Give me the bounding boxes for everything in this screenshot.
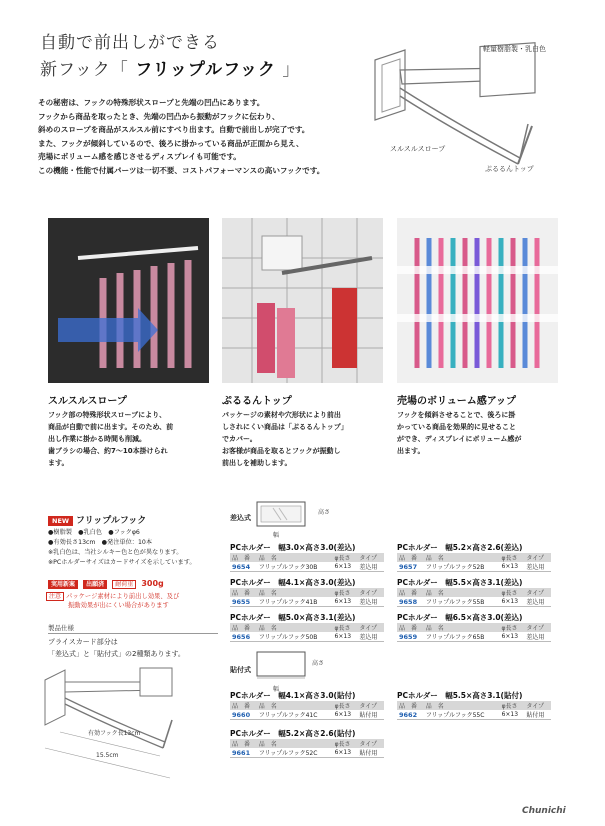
table-cell-name: フリップルフック41C <box>257 710 333 720</box>
table-cell-size: 6×13 <box>500 632 525 642</box>
table-row <box>230 597 384 607</box>
feature-line: でカバー。 <box>222 435 257 443</box>
table-header-cell: 品 名 <box>424 701 500 710</box>
table-row <box>397 632 551 642</box>
table-cell-num: 9661 <box>230 748 257 758</box>
table-cell-name: フリップルフック30B <box>257 562 333 572</box>
table-cell-num: 9656 <box>230 632 257 642</box>
table-header-cell: 品 番 <box>230 701 257 710</box>
table-header-cell: 品 番 <box>230 588 257 597</box>
tip-label: ぷるるんトップ <box>485 165 534 173</box>
table-cell-name: フリップルフック55C <box>424 710 500 720</box>
headline-prefix: 新フック「 <box>40 60 136 80</box>
patent-tag: 実用新案 <box>48 580 78 589</box>
table-header-row <box>397 701 551 710</box>
table-row <box>230 748 384 758</box>
table-title: PCホルダー 幅6.5×高さ3.0(差込) <box>397 613 523 622</box>
slope-label: スルスルスロープ <box>390 145 446 153</box>
table-header-cell: 品 名 <box>257 553 333 562</box>
table-header-cell: タイプ <box>524 623 551 632</box>
table-title: PCホルダー 幅4.1×高さ3.0(貼付) <box>230 691 356 700</box>
table-header-cell: 品 名 <box>424 588 500 597</box>
insert-width-label: 幅 <box>273 532 280 539</box>
table-header-row <box>397 553 551 562</box>
table-cell-size: 6×13 <box>333 597 358 607</box>
table-cell-num: 9659 <box>397 632 424 642</box>
table-cell-type: 差込用 <box>524 632 551 642</box>
table-header-cell: 品 番 <box>397 623 424 632</box>
feature-line: 出ます。 <box>397 447 425 455</box>
photo-hook-grid <box>222 218 383 383</box>
feature-title-volume: 売場のボリューム感アップ <box>397 396 516 407</box>
table-row <box>397 597 551 607</box>
feature-text-tip <box>222 409 372 469</box>
spec-table <box>230 553 384 572</box>
table-title: PCホルダー 幅5.2×高さ2.6(貼付) <box>230 729 356 738</box>
table-header-cell: 品 番 <box>397 553 424 562</box>
feature-text-slope <box>48 409 198 469</box>
feature-text-volume <box>397 409 547 457</box>
sticker-card-icon <box>255 650 315 680</box>
table-header-cell: タイプ <box>357 739 384 748</box>
table-header-cell: タイプ <box>524 588 551 597</box>
feature-line: お客様が商品を取るとフックが振動し <box>222 447 341 455</box>
table-header-cell: φ長さ <box>333 553 358 562</box>
feature-line: 前出しを補助します。 <box>222 459 292 467</box>
section-line: プライスカード部分は <box>48 638 118 646</box>
caution-line: 振動効果が出にくい場合があります <box>68 602 169 609</box>
table-header-row <box>230 739 384 748</box>
table-header-cell: タイプ <box>357 623 384 632</box>
table-cell-size: 6×13 <box>333 562 358 572</box>
table-header-cell: 品 番 <box>230 553 257 562</box>
table-header-cell: タイプ <box>357 588 384 597</box>
patent-sub-tag: 出願済 <box>83 580 107 589</box>
feature-line: しされにくい商品は「ぷるるんトップ」 <box>222 423 348 431</box>
effective-length: 有効フック長13cm <box>88 730 141 737</box>
table-title: PCホルダー 幅5.5×高さ3.1(差込) <box>397 578 523 587</box>
table-row <box>230 632 384 642</box>
table-cell-num: 9657 <box>397 562 424 572</box>
headline <box>40 30 300 84</box>
product-name: フリップルフック <box>76 516 147 526</box>
total-length: 15.5cm <box>96 752 119 759</box>
feature-line: 商品が自動で前に出ます。そのため、前 <box>48 423 174 431</box>
spec-line: ●樹脂製 ●乳白色 ●フックφ6 <box>48 529 140 536</box>
table-cell-size: 6×13 <box>333 710 358 720</box>
spec-table <box>397 701 551 720</box>
sticker-type-label: 貼付式 <box>230 666 251 674</box>
intro-line: 売場にボリューム感を感じさせるディスプレイも可能です。 <box>38 152 241 161</box>
table-header-cell: φ長さ <box>500 623 525 632</box>
table-header-row <box>230 588 384 597</box>
caution-note <box>46 592 216 610</box>
table-cell-name: フリップルフック52B <box>424 562 500 572</box>
table-cell-name: フリップルフック50B <box>257 632 333 642</box>
material-label: 軽量樹脂製・乳白色 <box>483 45 546 53</box>
headline-suffix: 」 <box>276 60 301 80</box>
table-cell-type: 差込用 <box>524 562 551 572</box>
table-header-cell: 品 名 <box>257 701 333 710</box>
headline-product: フリップルフック <box>135 60 276 80</box>
table-cell-type: 貼付用 <box>524 710 551 720</box>
table-cell-name: フリップルフック65B <box>424 632 500 642</box>
headline-line1: 自動で前出しができる <box>40 33 220 53</box>
caution-line: パッケージ素材により前出し効果、及び <box>66 593 180 600</box>
table-header-cell: 品 番 <box>230 623 257 632</box>
table-title: PCホルダー 幅5.0×高さ3.1(差込) <box>230 613 356 622</box>
table-header-cell: 品 番 <box>397 588 424 597</box>
table-header-cell: 品 名 <box>424 623 500 632</box>
product-specs <box>48 528 196 568</box>
intro-line: また、フックが傾斜しているので、後ろに掛かっている商品が正面から見え、 <box>38 138 304 148</box>
section-line: 「差込式」と「貼付式」の2種類あります。 <box>48 650 185 658</box>
intro-line: フックから商品を取ったとき、先端の凹凸から振動がフックに伝わり、 <box>38 111 280 121</box>
table-header-cell: 品 番 <box>397 701 424 710</box>
table-cell-name: フリップルフック55B <box>424 597 500 607</box>
new-badge: NEW <box>48 516 73 526</box>
spec-line: ※乳白色は、当社シルキー色と色が異なります。 <box>48 549 183 556</box>
insert-card-icon <box>255 500 315 528</box>
section-text <box>48 636 185 660</box>
feature-line: 歯ブラシの場合、約7～10本掛けられ <box>48 447 168 455</box>
intro-text <box>38 96 378 177</box>
table-header-row <box>230 553 384 562</box>
table-header-cell: タイプ <box>524 701 551 710</box>
table-row <box>397 562 551 572</box>
table-header-cell: 品 名 <box>257 739 333 748</box>
table-header-cell: タイプ <box>524 553 551 562</box>
table-cell-size: 6×13 <box>500 710 525 720</box>
spec-table <box>230 739 384 758</box>
table-header-row <box>397 588 551 597</box>
table-title: PCホルダー 幅5.2×高さ2.6(差込) <box>397 543 523 552</box>
sticker-height-label: 高さ <box>312 660 325 667</box>
load-tag: 耐荷重 <box>112 580 136 589</box>
table-header-cell: 品 名 <box>424 553 500 562</box>
spec-table <box>230 588 384 607</box>
table-cell-type: 差込用 <box>357 597 384 607</box>
table-header-cell: φ長さ <box>333 739 358 748</box>
insert-type-label: 差込式 <box>230 514 251 522</box>
section-head: 製品仕様 <box>48 623 218 634</box>
table-cell-name: フリップルフック41B <box>257 597 333 607</box>
table-header-cell: φ長さ <box>500 701 525 710</box>
table-header-cell: φ長さ <box>333 588 358 597</box>
table-header-cell: φ長さ <box>333 623 358 632</box>
insert-height-label: 高さ <box>318 509 331 516</box>
table-cell-num: 9654 <box>230 562 257 572</box>
table-cell-size: 6×13 <box>500 597 525 607</box>
spec-table <box>397 623 551 642</box>
table-cell-size: 6×13 <box>333 748 358 758</box>
table-cell-num: 9655 <box>230 597 257 607</box>
headline-line2 <box>40 57 300 84</box>
intro-line: その秘密は、フックの特殊形状スロープと先端の凹凸にあります。 <box>38 98 265 107</box>
feature-line: かっている商品を効果的に見せること <box>397 423 516 431</box>
table-header-cell: 品 名 <box>257 623 333 632</box>
feature-line: フック部の特殊形状スロープにより、 <box>48 411 167 419</box>
table-header-cell: 品 番 <box>230 739 257 748</box>
feature-line: 出し作業に掛かる時間も削減。 <box>48 435 146 443</box>
table-cell-type: 差込用 <box>524 597 551 607</box>
table-title: PCホルダー 幅5.5×高さ3.1(貼付) <box>397 691 523 700</box>
photo-toothbrush-hook <box>48 218 209 383</box>
table-row <box>397 710 551 720</box>
table-header-cell: タイプ <box>357 701 384 710</box>
table-header-row <box>397 623 551 632</box>
feature-line: ます。 <box>48 459 69 467</box>
spec-table <box>230 623 384 642</box>
spec-line: ※PCホルダーサイズはカードサイズを示しています。 <box>48 559 196 566</box>
table-cell-num: 9660 <box>230 710 257 720</box>
spec-table <box>230 701 384 720</box>
table-cell-size: 6×13 <box>500 562 525 572</box>
sticker-width-label: 幅 <box>273 686 280 693</box>
table-title: PCホルダー 幅3.0×高さ3.0(差込) <box>230 543 356 552</box>
table-header-cell: φ長さ <box>500 553 525 562</box>
table-title: PCホルダー 幅4.1×高さ3.0(差込) <box>230 578 356 587</box>
company-logo: Chunichi <box>522 806 566 816</box>
feature-line: フックを傾斜させることで、後ろに掛 <box>397 411 516 419</box>
patent-row <box>48 571 164 590</box>
feature-line: パッケージの素材や穴形状により前出 <box>222 411 341 419</box>
feature-line: ができ、ディスプレイにボリューム感が <box>397 435 522 443</box>
intro-line: この機能・性能で付属パーツは一切不要、コストパフォーマンスの高いフックです。 <box>38 165 325 175</box>
caution-tag: 注意 <box>46 592 64 601</box>
feature-title-tip: ぷるるんトップ <box>222 396 292 407</box>
table-header-cell: 品 名 <box>257 588 333 597</box>
spec-table <box>397 553 551 572</box>
table-cell-name: フリップルフック52C <box>257 748 333 758</box>
load-value: 300g <box>141 579 164 588</box>
table-cell-num: 9662 <box>397 710 424 720</box>
table-cell-size: 6×13 <box>333 632 358 642</box>
table-header-cell: φ長さ <box>333 701 358 710</box>
feature-title-slope: スルスルスロープ <box>48 396 127 407</box>
table-cell-num: 9658 <box>397 597 424 607</box>
spec-line: ●有効長さ13cm ●発注単位：10本 <box>48 539 153 546</box>
table-header-row <box>230 623 384 632</box>
table-header-row <box>230 701 384 710</box>
table-cell-type: 貼付用 <box>357 748 384 758</box>
intro-line: 斜めのスロープを商品がスルスル前にすべり出ます。自動で前出しが完了です。 <box>38 125 310 134</box>
table-cell-type: 貼付用 <box>357 710 384 720</box>
table-cell-type: 差込用 <box>357 632 384 642</box>
photo-display-volume <box>397 218 558 383</box>
table-cell-type: 差込用 <box>357 562 384 572</box>
table-row <box>230 710 384 720</box>
spec-table <box>397 588 551 607</box>
table-row <box>230 562 384 572</box>
table-header-cell: φ長さ <box>500 588 525 597</box>
table-header-cell: タイプ <box>357 553 384 562</box>
